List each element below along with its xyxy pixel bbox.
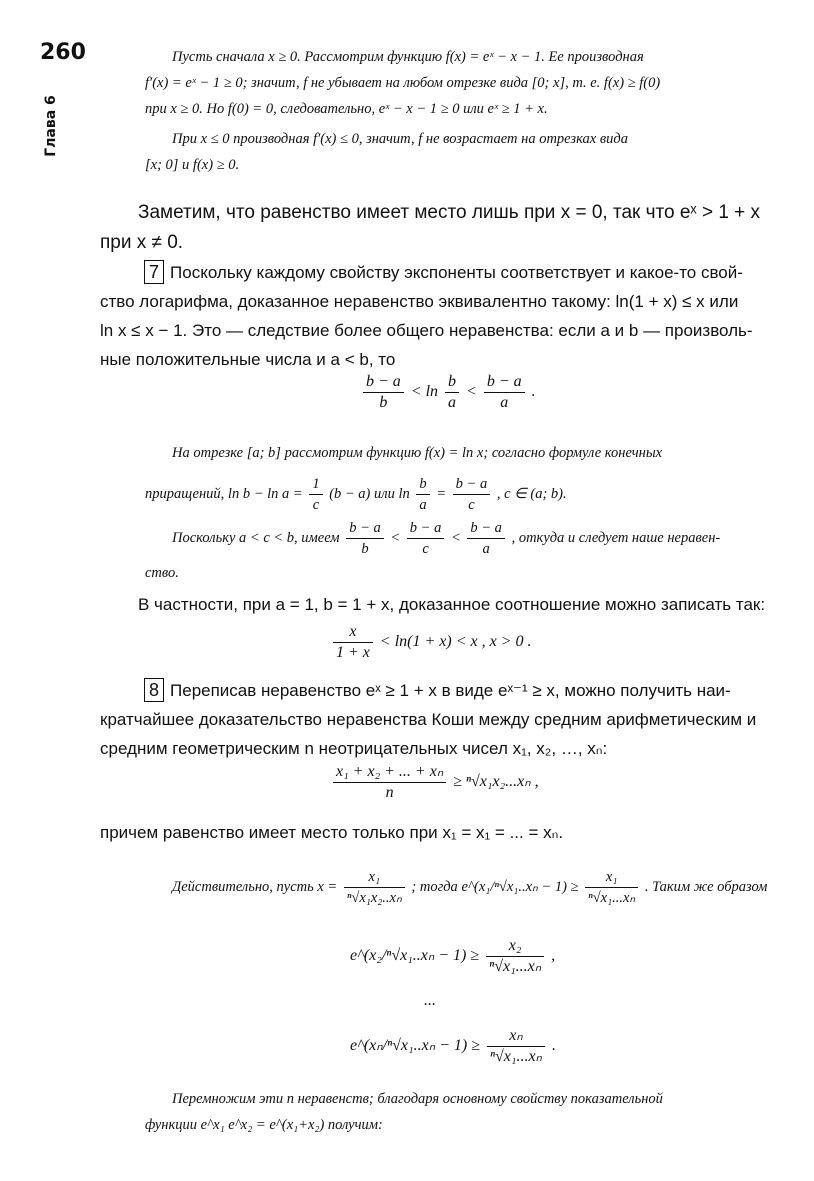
proof-paragraph-4 — [145, 516, 775, 586]
text-line: [x; 0] и f(x) ≥ 0. — [145, 157, 240, 173]
formula-log-bounds: $\frac{b - a}{b}$ < ln $\frac{b}{a}$ < $\frac{b - a}{a}$ . — [360, 372, 536, 413]
inequality-xn: e^(xₙ/ⁿ√x₁..xₙ − 1) ≥ $\frac{\text{xₙ}}{\text{ⁿ√x₁...xₙ}}$ . — [350, 1027, 556, 1065]
proof-paragraph-3 — [145, 440, 775, 516]
text-line: f′(x) = eˣ − 1 ≥ 0; значит, f не убывает на любом отрезке вида [0; x], т. е. f(x) ≥ f(0) — [145, 75, 661, 91]
text-line: приращений, ln b − ln a = $\frac{1}{c}$ (b − a) или ln $\frac{b}{a}$ = $\frac{b - a}{c}$ , c ∈ (a; b). — [145, 476, 567, 514]
text-line: ные положительные числа и a < b, то — [100, 350, 396, 369]
problem-number-box: 7 — [144, 260, 164, 284]
proof-paragraph-5: Действительно, пусть x = $\frac{\text{x₁}}{\text{ⁿ√x₁x₂..xₙ}}$ ; тогда e^(x₁/ⁿ√x₁..xₙ − 1) ≥ $\frac{\text{x₁}}{\text{ⁿ√x₁...xₙ}}$ . Таким же образом — [172, 869, 768, 907]
chapter-label: Глава 6 — [42, 95, 59, 157]
text-line: Поскольку a < c < b, имеем $\frac{b - a}{b}$ < $\frac{b - a}{c}$ < $\frac{b - a}{a}$ , откуда и следует наше неравен- — [172, 520, 721, 558]
text-line: средним геометрическим n неотрицательных чисел x₁, x₂, …, xₙ: — [100, 739, 608, 758]
problem-7-paragraph — [100, 258, 780, 374]
text-line: ln x ≤ x − 1. Это — следствие более общего неравенства: если a и b — произволь- — [100, 321, 753, 340]
text-line: Заметим, что равенство имеет место лишь при x = 0, так что eˣ > 1 + x — [138, 202, 761, 223]
proof-paragraph-2 — [145, 126, 772, 178]
inequality-x2: e^(x₂/ⁿ√x₁..xₙ − 1) ≥ $\frac{\text{x₂}}{\text{ⁿ√x₁...xₙ}}$ , — [350, 937, 556, 975]
text-line: ство логарифма, доказанное неравенство эквивалентно такому: ln(1 + x) ≤ x или — [100, 292, 739, 311]
text-line: при x ≥ 0. Но f(0) = 0, следовательно, eˣ − x − 1 ≥ 0 или eˣ ≥ 1 + x. — [145, 101, 548, 117]
text-line: функции e^x₁ e^x₂ = e^(x₁+x₂) получим: — [145, 1117, 383, 1133]
formula-ln-bounds: $\frac{x}{1 + x}$ < ln(1 + x) < x , x > 0 . — [330, 622, 532, 663]
proof-paragraph-1 — [145, 44, 772, 122]
equality-condition — [100, 818, 780, 847]
text-line: При x ≤ 0 производная f′(x) ≤ 0, значит, f не возрастает на отрезках вида — [172, 131, 628, 147]
remark-paragraph-2 — [100, 590, 780, 619]
text-line: ство. — [145, 565, 179, 581]
ellipsis: ... — [424, 992, 436, 1009]
page-number: 260 — [40, 40, 86, 65]
text-line: В частности, при a = 1, b = 1 + x, доказанное соотношение можно записать так: — [138, 595, 766, 614]
text-line: Перемножим эти n неравенств; благодаря основному свойству показательной — [172, 1091, 663, 1107]
problem-number-box: 8 — [144, 678, 164, 702]
formula-cauchy: $\frac{\text{x₁ + x₂ + ... + xₙ}}{n}$ ≥ ⁿ√x₁x₂...xₙ , — [330, 762, 539, 803]
text-line: На отрезке [a; b] рассмотрим функцию f(x) = ln x; согласно формуле конечных — [172, 445, 663, 461]
text-line: при x ≠ 0. — [100, 232, 184, 253]
remark-paragraph — [100, 198, 780, 258]
text-line: Переписав неравенство eˣ ≥ 1 + x в виде eˣ⁻¹ ≥ x, можно получить наи- — [170, 681, 731, 700]
text-line: причем равенство имеет место только при x₁ = x₁ = ... = xₙ. — [100, 823, 564, 842]
proof-paragraph-6 — [145, 1086, 775, 1138]
text-line: Поскольку каждому свойству экспоненты соответствует и какое-то свой- — [170, 263, 743, 282]
problem-8-paragraph — [100, 676, 780, 763]
text-line: кратчайшее доказательство неравенства Коши между средним арифметическим и — [100, 710, 757, 729]
text-line: Пусть сначала x ≥ 0. Рассмотрим функцию f(x) = eˣ − x − 1. Ее производная — [172, 49, 644, 65]
